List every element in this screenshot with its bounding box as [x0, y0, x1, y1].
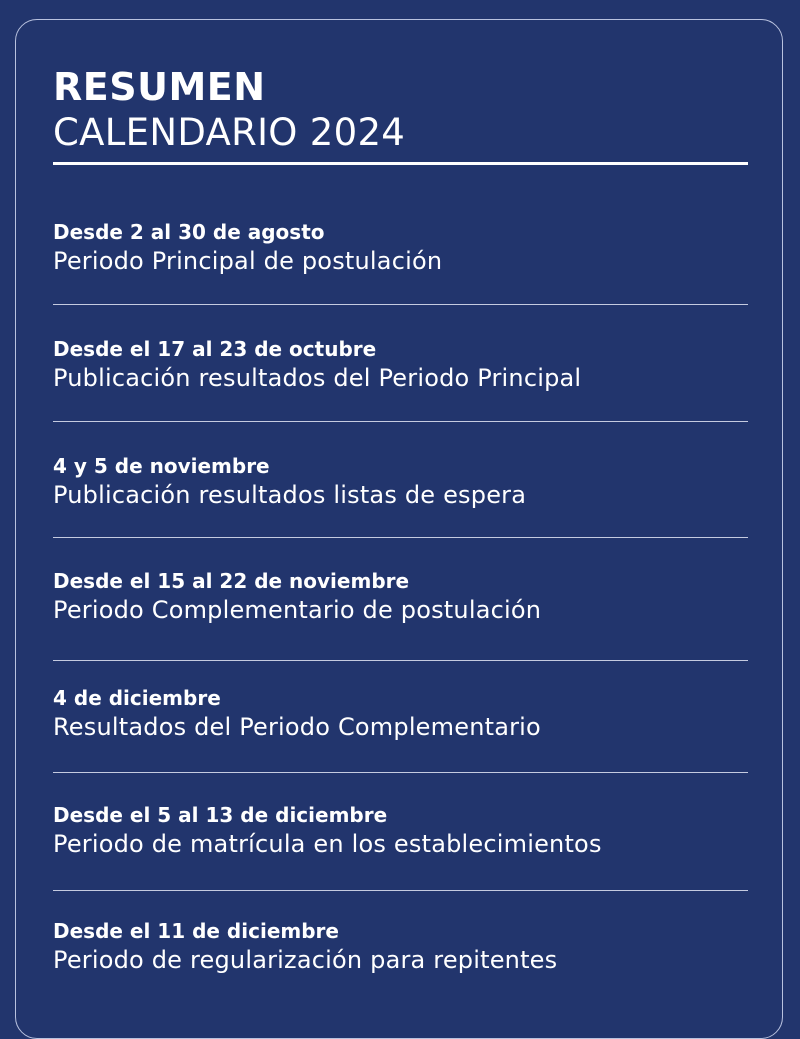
- header: [53, 64, 748, 156]
- entry-5: [53, 685, 748, 743]
- entry-description: Periodo de matrícula en los establecimientos: [53, 830, 602, 858]
- entry-description: Publicación resultados listas de espera: [53, 481, 527, 509]
- entry-2: [53, 336, 748, 394]
- entry-3: [53, 453, 748, 511]
- entry-date: Desde el 17 al 23 de octubre: [53, 337, 377, 361]
- entry-description: Publicación resultados del Periodo Principal: [53, 364, 582, 392]
- entry-date: 4 de diciembre: [53, 686, 221, 710]
- entry-description: Resultados del Periodo Complementario: [53, 713, 541, 741]
- divider: [53, 660, 748, 661]
- calendar-card: [15, 19, 783, 1039]
- entry-4: [53, 568, 748, 626]
- entry-6: [53, 802, 748, 860]
- entry-date: Desde el 11 de diciembre: [53, 919, 339, 943]
- title-calendario: CALENDARIO 2024: [53, 111, 406, 154]
- entry-1: [53, 219, 748, 277]
- entry-date: Desde el 5 al 13 de diciembre: [53, 803, 388, 827]
- entry-description: Periodo de regularización para repitentes: [53, 946, 558, 974]
- header-rule: [53, 162, 748, 165]
- entry-date: Desde el 15 al 22 de noviembre: [53, 569, 410, 593]
- entry-7: [53, 918, 748, 976]
- divider: [53, 890, 748, 891]
- title-resumen: RESUMEN: [53, 65, 266, 109]
- entry-description: Periodo Principal de postulación: [53, 247, 443, 275]
- divider: [53, 537, 748, 538]
- entry-date: 4 y 5 de noviembre: [53, 454, 270, 478]
- divider: [53, 421, 748, 422]
- entry-date: Desde 2 al 30 de agosto: [53, 220, 325, 244]
- divider: [53, 772, 748, 773]
- entry-description: Periodo Complementario de postulación: [53, 596, 542, 624]
- divider: [53, 304, 748, 305]
